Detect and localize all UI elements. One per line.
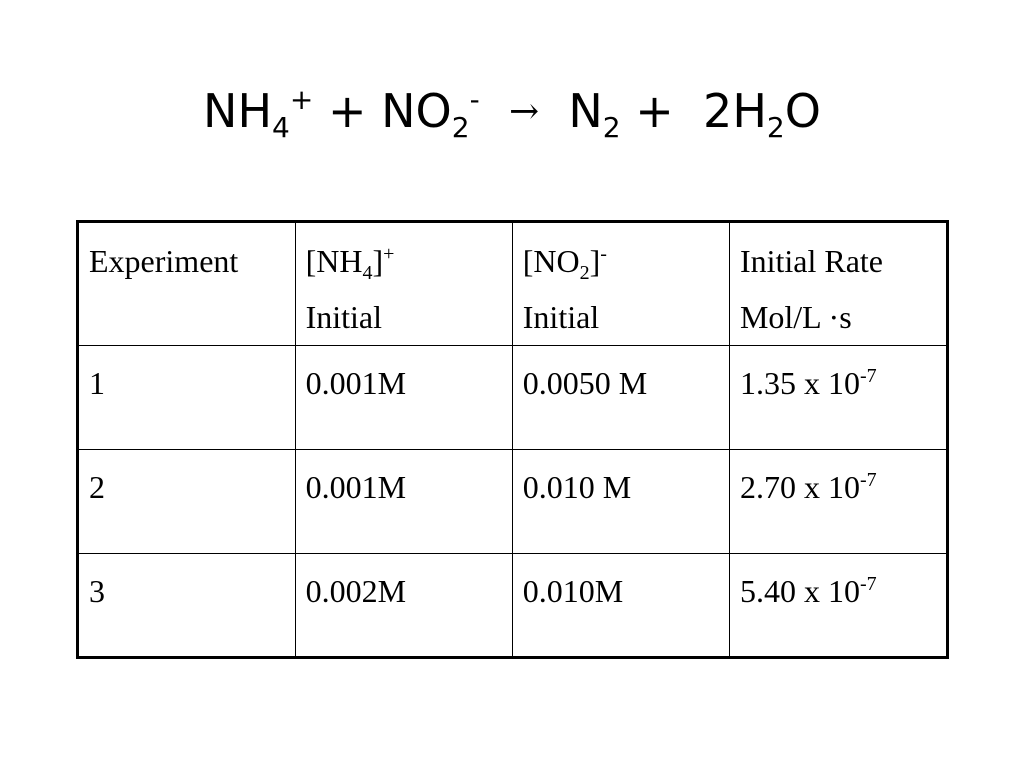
cell-nh4: 0.002M (295, 554, 512, 658)
cell-experiment: 2 (78, 450, 296, 554)
rate-data-table (76, 220, 949, 659)
reaction-arrow-icon: → (508, 91, 540, 132)
h2o-prefix: 2H (703, 84, 767, 138)
plus-sign: + (313, 84, 382, 138)
no2-base: NO (381, 84, 452, 138)
header-rate-label: Initial Rate (739, 243, 883, 279)
cell-rate-base: 2.70 x 10 (739, 469, 860, 505)
header-nh4-initial: Initial (305, 299, 383, 335)
reaction-equation (0, 83, 1024, 144)
header-rate-units: Mol/L ·s (739, 299, 852, 335)
cell-no2: 0.010M (512, 554, 729, 658)
header-nh4-sub: 4 (362, 262, 373, 284)
header-no2-open: [NO (522, 243, 580, 279)
no2-subscript: 2 (451, 111, 470, 144)
header-nh4 (295, 222, 512, 346)
cell-rate-base: 5.40 x 10 (739, 573, 860, 609)
n2-base: N (568, 84, 603, 138)
header-nh4-open: [NH (305, 243, 363, 279)
table-header-row (78, 222, 948, 346)
header-no2-initial: Initial (522, 299, 600, 335)
header-experiment (78, 222, 296, 346)
header-no2 (512, 222, 729, 346)
table-row (78, 450, 948, 554)
cell-experiment: 1 (78, 346, 296, 450)
header-no2-sub: 2 (579, 262, 590, 284)
header-nh4-close: ] (372, 243, 384, 279)
table-row (78, 346, 948, 450)
no2-charge: - (469, 83, 480, 116)
header-experiment-label: Experiment (89, 243, 239, 279)
header-no2-sup: - (600, 243, 607, 265)
cell-rate-base: 1.35 x 10 (739, 365, 860, 401)
cell-experiment: 3 (78, 554, 296, 658)
cell-nh4: 0.001M (295, 450, 512, 554)
header-nh4-sup: + (383, 243, 395, 265)
cell-no2: 0.0050 M (512, 346, 729, 450)
nh4-base: NH (203, 84, 273, 138)
cell-no2: 0.010 M (512, 450, 729, 554)
header-no2-close: ] (589, 243, 601, 279)
nh4-subscript: 4 (272, 111, 290, 144)
table-row (78, 554, 948, 658)
cell-rate (729, 450, 947, 554)
nh4-charge: + (289, 83, 314, 116)
h2o-suffix: O (784, 84, 821, 138)
cell-rate (729, 346, 947, 450)
cell-rate-exponent: -7 (859, 573, 877, 595)
plus-sign-2: + (620, 84, 704, 138)
cell-rate-exponent: -7 (859, 365, 877, 387)
cell-rate-exponent: -7 (859, 469, 877, 491)
h2o-subscript: 2 (766, 111, 785, 144)
cell-rate (729, 554, 947, 658)
cell-nh4: 0.001M (295, 346, 512, 450)
n2-subscript: 2 (602, 111, 621, 144)
header-rate (729, 222, 947, 346)
